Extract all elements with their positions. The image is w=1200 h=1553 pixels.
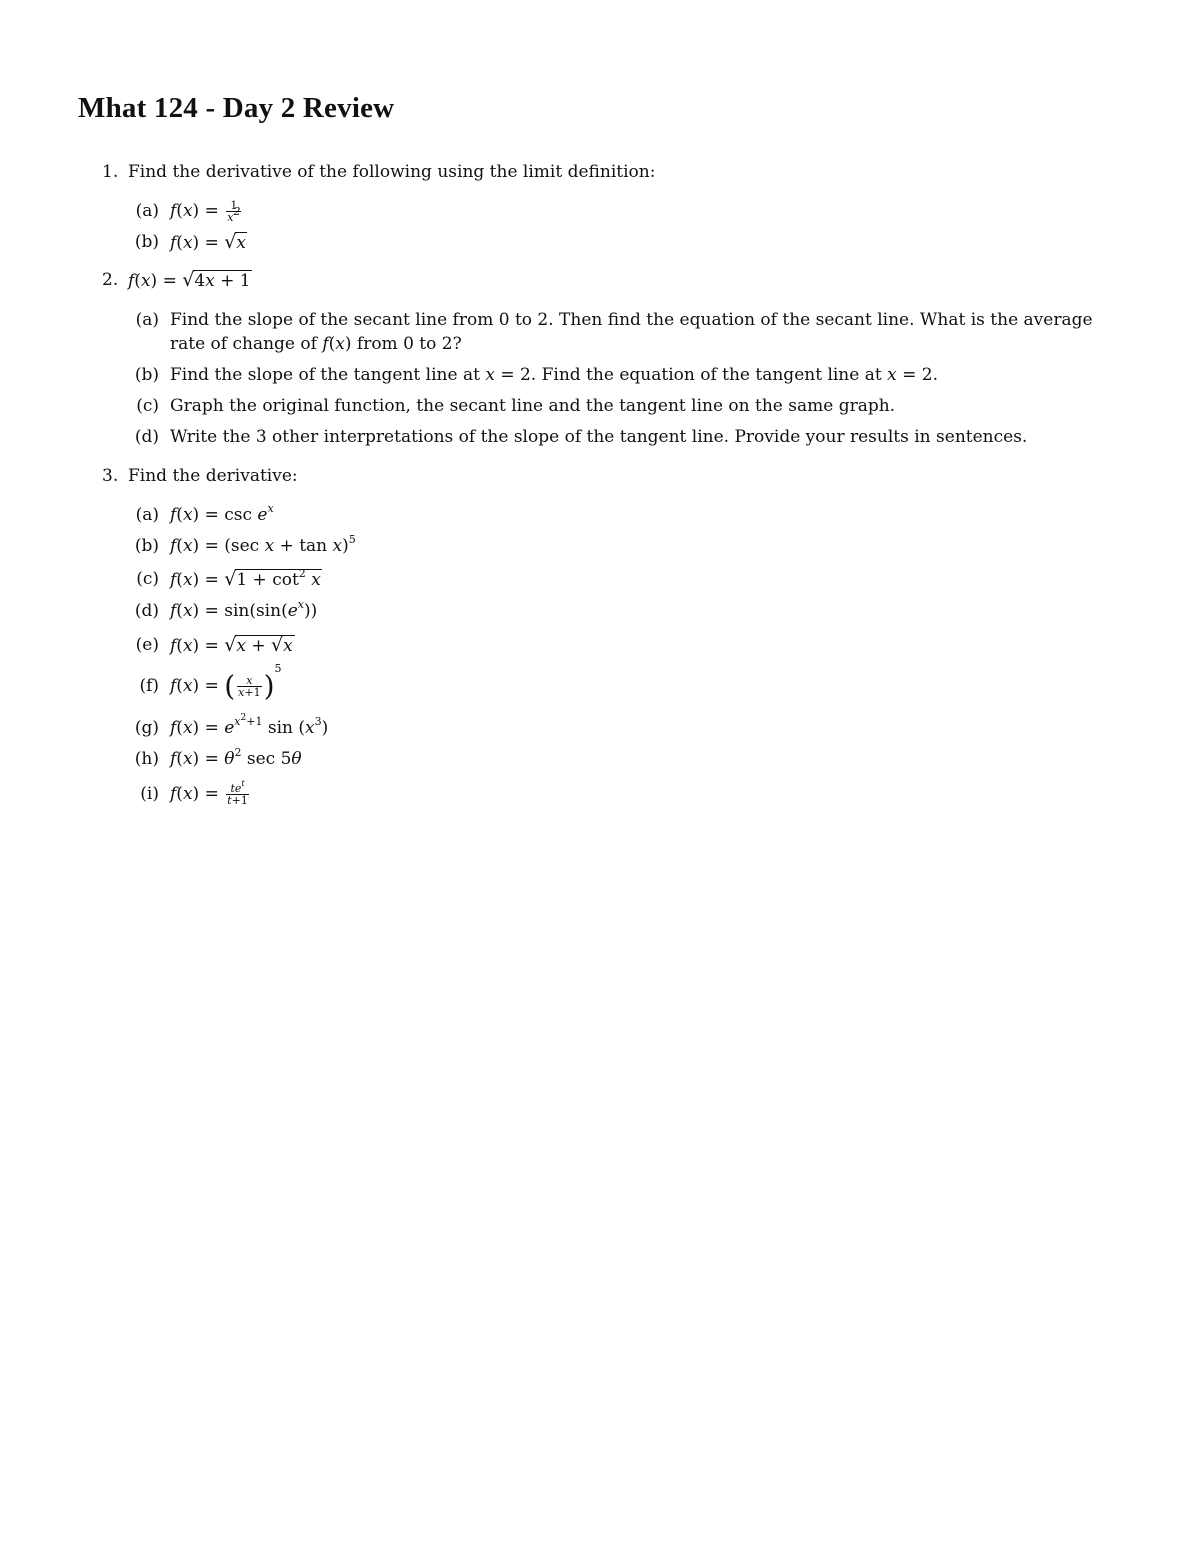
q3-c-label: (c) — [136, 569, 159, 589]
question-2-formula: f(x) = √4x + 1 — [128, 269, 251, 291]
q2-a-text-2b: from 0 to 2? — [356, 334, 462, 354]
page-title: Mhat 124 - Day 2 Review — [78, 92, 395, 124]
q3-f-formula: f(x) = ( $\frac{x}{x+1}$ )$^5$ — [170, 662, 282, 703]
q2-b-text: Find the slope of the tangent line at x = 2. Find the equation of the tangent line at x = 2. — [170, 365, 938, 385]
q3-d-label: (d) — [134, 601, 159, 621]
q2-d-label: (d) — [134, 427, 159, 447]
question-1-number: 1. — [102, 162, 119, 182]
q3-e-formula: f(x) = √x + √x — [170, 634, 293, 656]
q3-i-label: (i) — [140, 784, 159, 804]
question-3-text: Find the derivative: — [128, 466, 298, 486]
q2-b-text-2: Find the equation of the tangent line at — [541, 365, 882, 385]
q3-g-label: (g) — [134, 718, 159, 738]
q3-b-label: (b) — [134, 536, 159, 556]
q3-i-formula: f(x) = $\frac{te^t}{t+1}$ — [170, 779, 248, 807]
q3-h-label: (h) — [134, 749, 159, 769]
q2-b-label: (b) — [134, 365, 159, 385]
q3-h-formula: $f(x) = \theta^2$ sec 5θ — [170, 746, 302, 769]
q3-e-label: (e) — [135, 635, 159, 655]
question-1-text: Find the derivative of the following using the limit definition: — [128, 162, 656, 182]
question-2-number: 2. — [102, 270, 119, 290]
q3-b-formula: f(x) = (sec x + tan x)$^5$ — [170, 533, 356, 556]
q2-a-text-line2: rate of change of f(x) from 0 to 2? — [170, 334, 462, 354]
q2-c-label: (c) — [136, 396, 159, 416]
q1-a-formula: f(x) = $\frac{1}{x^2}$ — [170, 199, 241, 224]
q2-a-label: (a) — [135, 310, 159, 330]
q2-a-text-line1: Find the slope of the secant line from 0 to 2. Then find the equation of the secant line. What is the average — [170, 310, 1093, 330]
q3-a-formula: $f(x) = \csc e^x$ — [170, 502, 274, 525]
q1-b-label: (b) — [134, 232, 159, 252]
q2-b-text-1: Find the slope of the tangent line at — [170, 365, 480, 385]
q3-a-label: (a) — [135, 505, 159, 525]
q3-f-label: (f) — [139, 676, 159, 696]
q3-d-formula: $f(x) = \sin(\sin(e^x))$ — [170, 598, 318, 621]
q1-a-label: (a) — [135, 201, 159, 221]
q2-a-text-2a: rate of change of — [170, 334, 317, 354]
q1-b-formula: f(x) = √x — [170, 231, 246, 253]
q2-d-text: Write the 3 other interpretations of the slope of the tangent line. Provide your results in sentences. — [170, 427, 1028, 447]
q2-c-text: Graph the original function, the secant line and the tangent line on the same graph. — [170, 396, 896, 416]
question-3-number: 3. — [102, 466, 119, 486]
q3-c-formula: $f(x) = √1 + \cot^2 x$ — [170, 567, 321, 590]
q3-g-formula: $f(x) = e^{x^2+1}$ $\sin (x^3)$ — [170, 712, 329, 738]
